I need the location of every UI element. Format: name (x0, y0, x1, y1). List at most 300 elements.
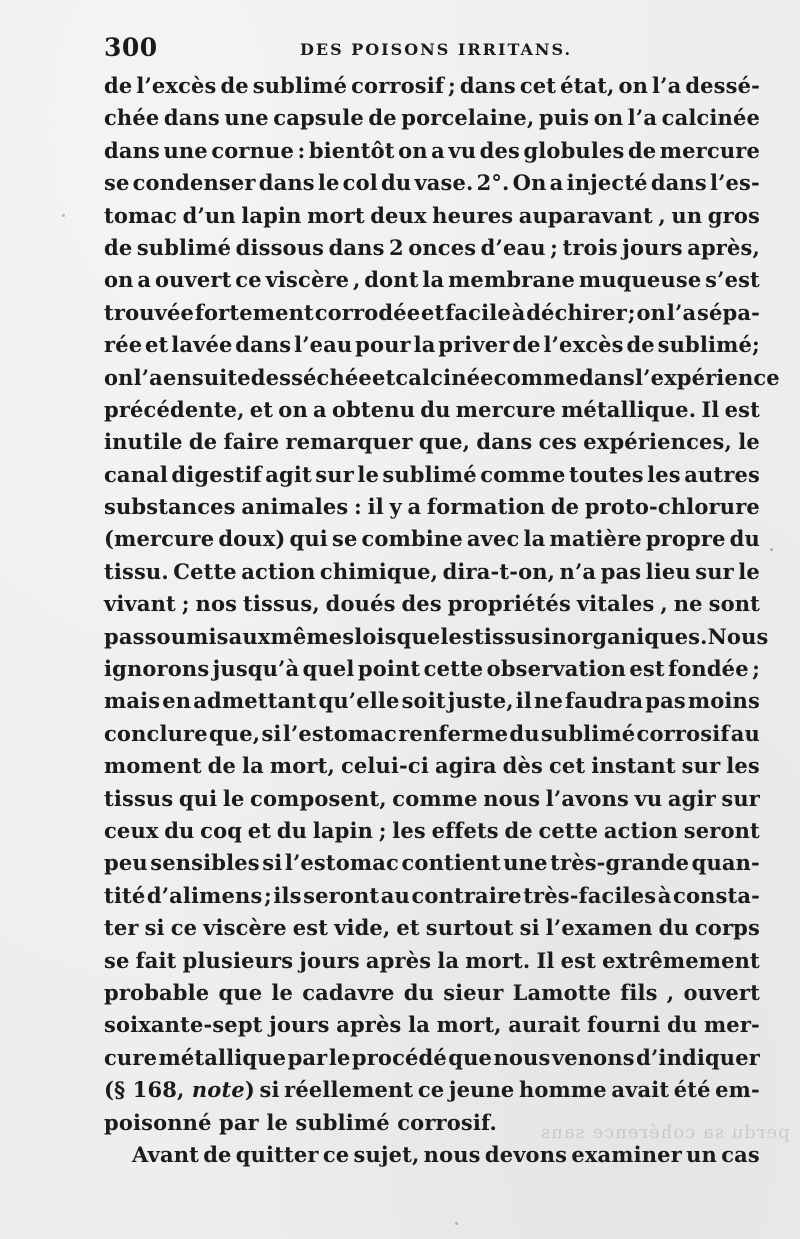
word: soumis (144, 623, 229, 649)
word: l’eau (294, 332, 353, 358)
word: si (259, 1077, 280, 1103)
word: On (512, 170, 547, 196)
word: dira-t-on, (442, 558, 556, 584)
paper-speck (455, 1222, 458, 1225)
word: les (726, 753, 760, 779)
word: une (503, 850, 548, 876)
word: est (629, 656, 665, 682)
word: ; (448, 73, 456, 98)
word: est (292, 915, 329, 941)
word: renferme (398, 720, 509, 746)
word: après, (687, 234, 760, 260)
word: soixante-sept (104, 1012, 263, 1038)
word: sublimé (136, 234, 232, 260)
word: ouvert (683, 979, 760, 1005)
word: Lamotte (512, 979, 612, 1005)
word: qu’elle (318, 688, 400, 714)
word: sur (681, 753, 721, 779)
word: quitter (235, 1141, 319, 1167)
word: celui-ci (340, 753, 429, 779)
word: un (671, 202, 703, 228)
text-line (104, 945, 760, 977)
running-head: DES POISONS IRRITANS. (300, 40, 573, 59)
word: mort, (269, 753, 335, 779)
word: contient (401, 850, 501, 876)
word: ; (263, 882, 272, 908)
word: consta- (673, 882, 760, 908)
word: remarquer (285, 429, 413, 455)
word: la (437, 947, 460, 973)
text-line (104, 912, 760, 944)
word: cadavre (302, 979, 395, 1005)
word: em- (715, 1077, 760, 1103)
word: que (396, 623, 441, 649)
word: tissus, (243, 591, 320, 617)
word: la (408, 1012, 430, 1038)
word: vitales (576, 591, 655, 617)
word: plusieurs (182, 947, 294, 973)
word: ce (235, 267, 262, 293)
word: la (242, 753, 264, 779)
word: vase. (414, 170, 474, 196)
ref-open: (§ 168, (104, 1077, 192, 1103)
word: observation (486, 656, 627, 682)
word: coq (200, 817, 243, 843)
word: ce (322, 1141, 350, 1167)
text-line (104, 1042, 760, 1074)
word: en (162, 688, 192, 714)
word: expériences, (583, 429, 732, 455)
word: facile (445, 299, 511, 325)
word: après (336, 1012, 402, 1038)
page-number: 300 (104, 33, 158, 62)
word: lieu (645, 558, 691, 584)
text-line (104, 491, 760, 523)
text-line (104, 653, 760, 685)
word: ; (181, 591, 190, 617)
word: pas (600, 558, 642, 584)
word: ces (538, 429, 578, 455)
word: procédé (351, 1044, 447, 1070)
ref-note: note (191, 1077, 245, 1103)
word: agit (265, 461, 312, 487)
word: de (220, 73, 249, 98)
word: l’expérience (634, 364, 780, 390)
word: surtout (425, 915, 514, 941)
word: composent, (250, 785, 387, 811)
word: vivant (104, 591, 176, 617)
word: dans (104, 137, 160, 163)
word: été (673, 1077, 711, 1103)
word: rée (104, 332, 143, 358)
word: s’est (705, 267, 760, 293)
word: aurait (508, 1012, 581, 1038)
word: sur (695, 558, 734, 584)
word: priver (438, 332, 510, 358)
word: le (357, 461, 379, 487)
word: fils (620, 979, 658, 1005)
word: la (523, 526, 546, 552)
word: que, (208, 720, 261, 746)
word: se (104, 170, 130, 196)
word: mêmes (270, 623, 355, 649)
word: sont (708, 591, 760, 617)
word: ensuite (162, 364, 251, 390)
word: se (331, 526, 358, 552)
word: et (247, 817, 272, 843)
word: et (145, 332, 169, 358)
text-line (104, 783, 760, 815)
word: jours (622, 234, 683, 260)
word: ouvert (154, 267, 232, 293)
word: très-faciles (523, 882, 657, 908)
paragraph-end-line: poisonné par le sublimé corrosif. (104, 1109, 497, 1135)
word: instant (591, 753, 676, 779)
text-line (104, 102, 760, 134)
word: si (519, 915, 540, 941)
text-line (104, 426, 760, 458)
word: capsule (273, 105, 364, 131)
word: calcinée (395, 364, 494, 390)
word: qui (178, 785, 218, 811)
word: devons (484, 1141, 568, 1167)
text-line (104, 264, 760, 296)
word: jeune (448, 1077, 515, 1103)
word: que, (418, 429, 471, 455)
word: moment (104, 753, 202, 779)
word: propriétés (447, 591, 571, 617)
text-line (104, 135, 760, 167)
word: avait (611, 1077, 670, 1103)
word: 2 (389, 234, 404, 260)
word: l’es- (709, 170, 760, 196)
paper-speck (770, 548, 773, 551)
word: globules (523, 137, 625, 163)
word: vide, (334, 915, 391, 941)
text-line (104, 815, 760, 847)
word: dans (258, 170, 315, 196)
word: a (137, 267, 152, 293)
word: est (724, 396, 760, 422)
word: on (636, 299, 667, 325)
word: avec (466, 526, 520, 552)
text-line (104, 329, 760, 361)
word: si (261, 720, 282, 746)
word: a (407, 494, 422, 520)
word: mort, (436, 1012, 502, 1038)
word: inorganiques. (543, 623, 708, 649)
word: de (504, 817, 533, 843)
word: tité (104, 882, 146, 908)
word: action (603, 817, 679, 843)
word: trouvée (104, 299, 195, 325)
word: quan- (691, 850, 760, 876)
word: cette (538, 817, 599, 843)
word: si (144, 915, 165, 941)
word: extrêmement (602, 947, 760, 973)
word: les (392, 817, 426, 843)
word: jusqu’à (212, 656, 300, 682)
word: les (440, 623, 474, 649)
word: Il (701, 396, 720, 422)
text-line (104, 297, 760, 329)
word: ; (550, 234, 559, 260)
word: tissus (474, 623, 544, 649)
word: ignorons (104, 656, 210, 682)
text-line (104, 977, 760, 1009)
word: le (328, 1044, 351, 1070)
word: sublimé (252, 73, 348, 98)
word: ter (104, 915, 139, 941)
word: matière (549, 526, 642, 552)
text-line (104, 621, 769, 653)
word: pour (355, 332, 411, 358)
word: lois (354, 623, 397, 649)
word: métallique (158, 1044, 287, 1070)
word: : (297, 137, 306, 163)
word: du (667, 1012, 698, 1038)
word: mercure (455, 396, 556, 422)
word: sujet, (353, 1141, 420, 1167)
word: est (560, 947, 596, 973)
word: trois (562, 234, 618, 260)
word: de (626, 332, 655, 358)
word: de (550, 494, 580, 520)
word: gros (707, 202, 760, 228)
word: que (218, 979, 263, 1005)
new-paragraph-line (104, 1139, 760, 1171)
word: cornue (211, 137, 294, 163)
word: heures (432, 202, 514, 228)
word: lavée (171, 332, 233, 358)
word: sublimé (382, 461, 477, 487)
word: corrosif (351, 73, 445, 98)
word: une (224, 105, 269, 131)
word: peu (104, 850, 148, 876)
word: quel (302, 656, 355, 682)
word: le (271, 979, 294, 1005)
word: jours (269, 1012, 330, 1038)
word: sépa- (697, 299, 760, 325)
word: cet (548, 753, 586, 779)
word: corrosif (636, 720, 730, 746)
word: un (686, 1141, 717, 1167)
word: l’estomac (284, 850, 399, 876)
word: bientôt (308, 137, 395, 163)
word: mercure (659, 137, 760, 163)
word: chée (104, 105, 160, 131)
ref-line (104, 1074, 760, 1106)
word: agir (667, 785, 716, 811)
word: combine (361, 526, 463, 552)
word: soit (401, 688, 446, 714)
word: la (413, 332, 436, 358)
word: admettant (193, 688, 317, 714)
word: nous (483, 785, 541, 811)
word: de (368, 105, 397, 131)
word: fondée (668, 656, 749, 682)
word: deux (370, 202, 427, 228)
word: le (222, 785, 245, 811)
word: lapin (241, 202, 302, 228)
word: de (512, 332, 541, 358)
word: inutile (104, 429, 183, 455)
word: à (657, 882, 672, 908)
word: comme (493, 364, 579, 390)
word: desséchée (250, 364, 372, 390)
word: dans (650, 170, 707, 196)
word: y (389, 494, 402, 520)
word: ; (627, 299, 636, 325)
text-line (104, 880, 760, 912)
word: mort (307, 202, 365, 228)
word: calcinée (661, 105, 760, 131)
word: autres (684, 461, 760, 487)
word: onces (408, 234, 477, 260)
word: ils (273, 882, 302, 908)
word: agira (434, 753, 497, 779)
word: dans (476, 429, 533, 455)
word: auparavant (518, 202, 653, 228)
word: et (371, 364, 396, 390)
word: on (104, 364, 134, 390)
word: précédente, (104, 396, 245, 422)
word: que (448, 1044, 493, 1070)
text-line (104, 70, 760, 102)
word: du (729, 526, 760, 552)
word: tomac (104, 202, 178, 228)
word: on (104, 267, 134, 293)
word: ne (673, 591, 703, 617)
text-line (104, 750, 760, 782)
word: chimique, (319, 558, 439, 584)
word: pas (645, 688, 686, 714)
word: de (627, 137, 657, 163)
word: à (511, 299, 526, 325)
word: jours (299, 947, 360, 973)
word: moins (687, 688, 760, 714)
word: ce (170, 915, 198, 941)
word: et (421, 299, 445, 325)
word: du (381, 170, 412, 196)
word: n’a (559, 558, 597, 584)
word: il (515, 688, 532, 714)
word: , (658, 202, 666, 228)
word: vu (448, 137, 477, 163)
word: venons (551, 1044, 635, 1070)
word: ; (752, 656, 760, 682)
word: examiner (571, 1141, 682, 1167)
word: membrane (448, 267, 576, 293)
word: de (188, 429, 218, 455)
word: il (367, 494, 384, 520)
paper-speck (62, 214, 65, 217)
word: nous (493, 1044, 551, 1070)
word: sur (721, 785, 760, 811)
word: action (241, 558, 316, 584)
word: du (403, 979, 435, 1005)
word: viscère (203, 915, 287, 941)
word: les (647, 461, 681, 487)
word: de (203, 1141, 232, 1167)
word: , (353, 267, 361, 293)
word: du (420, 396, 451, 422)
word: de (207, 753, 237, 779)
word: effets (431, 817, 499, 843)
word: fait (135, 947, 177, 973)
word: Cette (173, 558, 237, 584)
text-block (104, 70, 780, 1171)
text-line (104, 394, 760, 426)
word: cet (519, 73, 557, 98)
word: ne (534, 688, 563, 714)
word: ) (244, 1077, 255, 1103)
word: homme (518, 1077, 607, 1103)
word: dans (235, 332, 292, 358)
word: nos (195, 591, 238, 617)
word: déchirer (526, 299, 627, 325)
word: fortement (194, 299, 314, 325)
word: ceux (104, 817, 159, 843)
word: se (104, 947, 130, 973)
word: et (396, 915, 420, 941)
word: tissus (104, 785, 174, 811)
word: le (738, 429, 760, 455)
word: a (313, 396, 327, 422)
text-line (104, 556, 760, 588)
text-line (104, 523, 760, 555)
word: canal (104, 461, 168, 487)
word: par (287, 1044, 328, 1070)
word: seront (303, 882, 380, 908)
word: l’a (652, 73, 682, 98)
word: vu (634, 785, 663, 811)
word: dans (459, 73, 516, 98)
word: comme (480, 461, 566, 487)
word: probable (104, 979, 210, 1005)
word: injecté (566, 170, 648, 196)
word: condenser (132, 170, 256, 196)
word: animales (241, 494, 349, 520)
text-line (104, 200, 760, 232)
word: (mercure (104, 526, 215, 552)
word: juste, (447, 688, 514, 714)
word: proto-chlorure (584, 494, 760, 520)
word: ; (378, 817, 387, 843)
word: point (357, 656, 421, 682)
word: l’a (133, 364, 163, 390)
word: état, (560, 73, 615, 98)
text-line (104, 167, 760, 199)
word: sieur (443, 979, 504, 1005)
word: l’avons (545, 785, 629, 811)
word: ce (417, 1077, 445, 1103)
word: muqueuse (578, 267, 702, 293)
word: faudra (565, 688, 644, 714)
word: dissous (235, 234, 325, 260)
word: dans (579, 364, 635, 390)
word: doués (325, 591, 396, 617)
word: très-grande (550, 850, 690, 876)
word: sublimé; (657, 332, 760, 358)
word: et (249, 396, 274, 422)
word: l’excès (543, 332, 624, 358)
word: des (479, 137, 520, 163)
word: tissu. (104, 558, 169, 584)
word: col (342, 170, 378, 196)
word: d’un (182, 202, 236, 228)
word: doux) (218, 526, 286, 552)
